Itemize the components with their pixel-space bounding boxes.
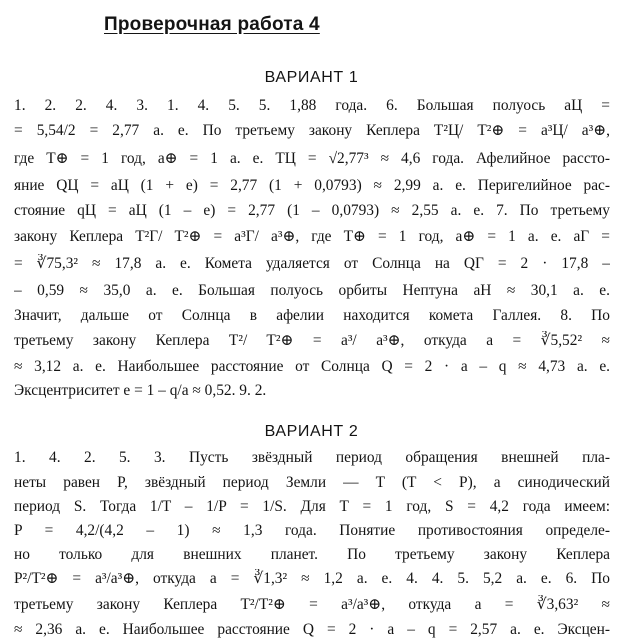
variant-2-line: 1. 4. 2. 5. 3. Пусть звёздный период обращения внешней пла- — [14, 449, 610, 466]
variant-1-line: ≈ 3,12 а. е. Наибольшее расстояние от Солнца Q = 2 · a – q ≈ 4,73 а. е. — [14, 358, 610, 375]
variant-1-line: яние QЦ = aЦ (1 + e) = 2,77 (1 + 0,0793) ≈ 2,99 а. е. Перигелийное рас- — [14, 177, 610, 194]
variant-2-line: третьему закону Кеплера T²/T²⊕ = a³/a³⊕, откуда a = ∛3,63² ≈ — [14, 596, 610, 613]
variant-2-heading: ВАРИАНТ 2 — [264, 423, 359, 440]
variant-2-line: ≈ 2,36 а. е. Наибольшее расстояние Q = 2 · a – q = 2,57 а. е. Эксцен- — [14, 621, 610, 638]
variant-2-line: период S. Тогда 1/T – 1/P = 1/S. Для T = 1 год, S = 4,2 года имеем: — [14, 498, 610, 515]
variant-1-heading: ВАРИАНТ 1 — [264, 69, 359, 86]
variant-2-line: P = 4,2/(4,2 – 1) ≈ 1,3 года. Понятие противостояния определе- — [14, 522, 610, 539]
variant-1-line: где T⊕ = 1 год, a⊕ = 1 а. е. TЦ = √2,77³ ≈ 4,6 года. Афелийное рассто- — [14, 150, 610, 167]
variant-1-line: Значит, дальше от Солнца в афелии находится комета Галлея. 8. По — [14, 307, 610, 324]
variant-1-line: 1. 2. 2. 4. 3. 1. 4. 5. 5. 1,88 года. 6. Большая полуось aЦ = — [14, 97, 610, 114]
variant-1-line: стояние qЦ = aЦ (1 – e) = 2,77 (1 – 0,0793) ≈ 2,55 а. е. 7. По третьему — [14, 202, 610, 219]
variant-1-line: = 5,54/2 = 2,77 а. е. По третьему закону Кеплера T²Ц/ T²⊕ = a³Ц/ a³⊕, — [14, 122, 610, 139]
variant-2-line: неты равен P, звёздный период Земли — T (T < P), а синодический — [14, 474, 610, 491]
variant-1-line: – 0,59 ≈ 35,0 а. е. Большая полуось орбиты Нептуна aН ≈ 30,1 а. е. — [14, 282, 610, 299]
variant-1-line: третьему закону Кеплера T²/ T²⊕ = a³/ a³⊕, откуда a = ∛5,52² ≈ — [14, 332, 610, 349]
page-title: Проверочная работа 4 — [104, 14, 320, 35]
variant-1-line: закону Кеплера T²Г/ T²⊕ = a³Г/ a³⊕, где T⊕ = 1 год, a⊕ = 1 а. е. aГ = — [14, 228, 610, 245]
variant-2-line: P²/T²⊕ = a³/a³⊕, откуда a = ∛1,3² ≈ 1,2 а. е. 4. 4. 5. 5,2 а. е. 6. По — [14, 570, 610, 587]
variant-2-line: но только для внешних планет. По третьему закону Кеплера — [14, 546, 610, 563]
variant-1-line: Эксцентриситет e = 1 – q/a ≈ 0,52. 9. 2. — [14, 382, 267, 399]
variant-1-line: = ∛75,3² ≈ 17,8 а. е. Комета удаляется от Солнца на QГ = 2 · 17,8 – — [14, 255, 610, 272]
